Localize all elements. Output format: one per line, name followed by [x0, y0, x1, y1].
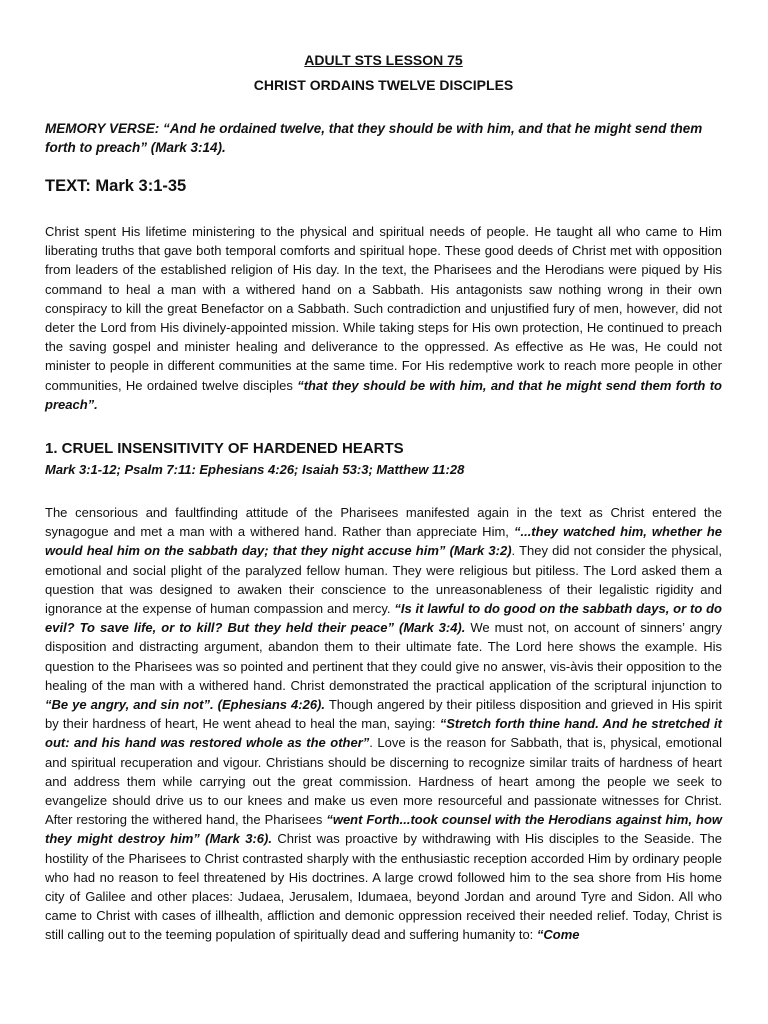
- section-1-quote-3: “Be ye angry, and sin not”. (Ephesians 4:26).: [45, 697, 325, 713]
- section-1-quote-1: “...they watched him, whether he would heal him on the sabbath day; that they night accuse him” (Mark 3:2): [45, 524, 722, 559]
- section-1-paragraph: [45, 503, 722, 945]
- section-1-text-5: . Love is the reason for Sabbath, that is, physical, emotional and spiritual recuperation and vigour. Christians should be discerning to recognize similar traits of hardness of heart and address them while carrying out the great commission. Hardness of heart among the people we seek to evangelize should drive us to our knees and make us even more resourceful and passionate witnesses for Christ. After restoring the withered hand, the Pharisees: [45, 735, 722, 828]
- intro-quote: “that they should be with him, and that he might send them forth to preach”.: [45, 377, 722, 412]
- intro-body-text: Christ spent His lifetime ministering to the physical and spiritual needs of people. He taught all who came to Him liberating truths that gave both temporal comforts and spiritual hope. These good deeds of Christ met with opposition from leaders of the established religion of His day. In the text, the Pharisees and the Herodians were piqued by His command to heal a man with a withered hand on a Sabbath. His antagonists saw nothing wrong in their own conspiracy to kill the great Benefactor on a Sabbath. Such contradiction and unjustified fury of men, however, did not deter the Lord from His divinely-appointed mission. While taking steps for His own protection, He continued to preach the saving gospel and minister healing and deliverance to the oppressed. As effective as He was, He could not minister to people in different communities at the same time. For His redemptive work to reach more people in other communities, He ordained twelve disciples: [45, 224, 722, 393]
- section-1-text-6: Christ was proactive by withdrawing with His disciples to the Seaside. The hostility of the Pharisees to Christ contrasted sharply with the enthusiastic reception accorded Him by ordinary people who had no reason to feel threatened by His doctrines. A large crowd followed him to the sea shore from His home city of Galilee and other places: Judaea, Jerusalem, Idumaea, beyond Jordan and around Tyre and Sidon. All who came to Christ with cases of illhealth, affliction and demonic oppression received their needed relief. Today, Christ is still calling out to the teeming population of spiritually dead and suffering humanity to:: [45, 831, 723, 943]
- section-1-text-3: We must not, on account of sinners’ angry disposition and distracting argument, abandon them to their ultimate fate. The Lord here shows the example. His question to the Pharisees was so pointed and pertinent that they could give no answer, vis-àvis their opposition to the healing of the man with a withered hand. Christ demonstrated the practical application of the scriptural injunction to: [45, 620, 722, 693]
- section-1-text-1: The censorious and faultfinding attitude of the Pharisees manifested again in the text as Christ entered the synagogue and met a man with a withered hand. Rather than appreciate Him,: [45, 505, 722, 540]
- intro-paragraph: [45, 222, 722, 414]
- section-1-text-2: . They did not consider the physical, emotional and social plight of the paralyzed fellow human. They were religious but pitiless. The Lord asked them a question that was designed to awaken their conscience to the unreasonableness of their legalistic rigidity and ignorance at the expense of human compassion and mercy.: [45, 543, 722, 617]
- lesson-title-heading: CHRIST ORDAINS TWELVE DISCIPLES: [253, 77, 514, 93]
- section-1-quote-5: “went Forth...took counsel with the Herodians against him, how they might destroy him” (Mark 3:6).: [45, 812, 722, 847]
- section-1-quote-4: “Stretch forth thine hand. And he stretched it out: and his hand was restored whole as the other”: [45, 716, 722, 751]
- lesson-number-heading: ADULT STS LESSON 75: [304, 52, 463, 68]
- section-1-quote-2: “Is it lawful to do good on the sabbath days, or to do evil? To save life, or to kill? But they held their peace” (Mark 3:4).: [45, 601, 722, 636]
- section-1-text-4: Though angered by their pitiless disposition and grieved in His spirit by their hardness of heart, He went ahead to heal the man, saying:: [45, 697, 722, 732]
- memory-verse: MEMORY VERSE: “And he ordained twelve, that they should be with him, and that he might send them forth to preach” (Mark 3:14).: [45, 121, 703, 155]
- text-reference: TEXT: Mark 3:1-35: [45, 177, 187, 195]
- section-1-title: 1. CRUEL INSENSITIVITY OF HARDENED HEARTS: [45, 440, 404, 457]
- section-1-references: Mark 3:1-12; Psalm 7:11: Ephesians 4:26; Isaiah 53:3; Matthew 11:28: [45, 462, 465, 477]
- section-1-quote-6: “Come: [536, 927, 580, 943]
